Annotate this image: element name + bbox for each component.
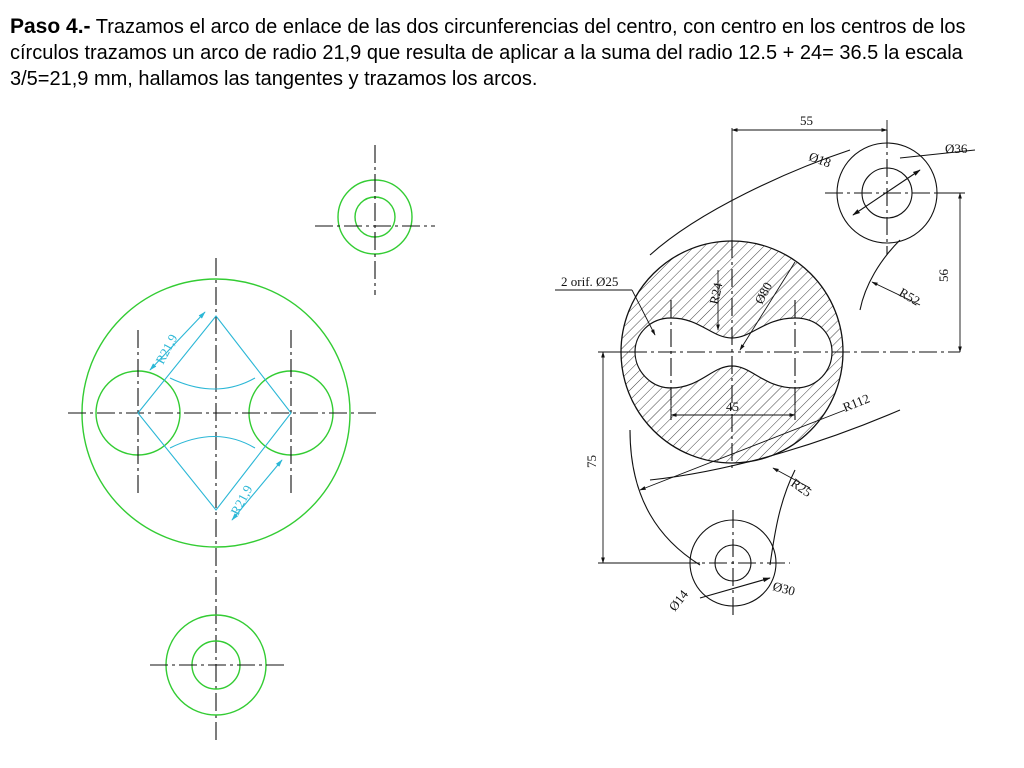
step-title: Paso 4.-	[10, 15, 91, 38]
dim-d18-label: Ø18	[806, 148, 834, 171]
dim-r24-label: R24	[706, 281, 726, 306]
bottom-boss	[680, 510, 790, 615]
dim-d14-label: Ø14	[665, 586, 692, 614]
left-construction-drawing	[68, 145, 435, 740]
dim-r52-label: R52	[896, 284, 923, 309]
dim-55-label: 55	[800, 113, 813, 128]
tangent-arc-construction	[138, 312, 291, 520]
dim-56-label: 56	[936, 269, 951, 282]
top-right-boss	[825, 130, 950, 255]
bottom-small-circles	[150, 615, 285, 715]
step-text: Trazamos el arco de enlace de las dos circunferencias del centro, con centro en los centros de los círculos trazamos un arco de radio 21,9 que resulta de aplicar a la suma del radio 12.5 + 24= 36.5 la escala 3/5=21,9 mm, hallamos las tangentes y trazamos los arcos.	[10, 16, 966, 90]
top-small-circles	[315, 145, 435, 295]
main-circle-group	[68, 258, 378, 740]
arc-label-upper: R21,9	[152, 331, 181, 367]
dim-d30-label: Ø30	[771, 578, 797, 599]
dim-orif-label: 2 orif. Ø25	[561, 274, 619, 289]
dimension-55	[732, 113, 887, 250]
dim-d80-label: Ø80	[751, 279, 776, 307]
dim-r25-label: R25	[788, 475, 815, 500]
dim-45-label: 45	[726, 399, 739, 414]
right-finished-drawing	[555, 113, 975, 615]
dim-75-label: 75	[584, 455, 599, 468]
arc-label-lower: R21,9	[227, 482, 256, 518]
dim-r112-label: R112	[840, 390, 872, 415]
dim-d36-label: Ø36	[945, 141, 968, 156]
dimension-56	[935, 193, 965, 352]
